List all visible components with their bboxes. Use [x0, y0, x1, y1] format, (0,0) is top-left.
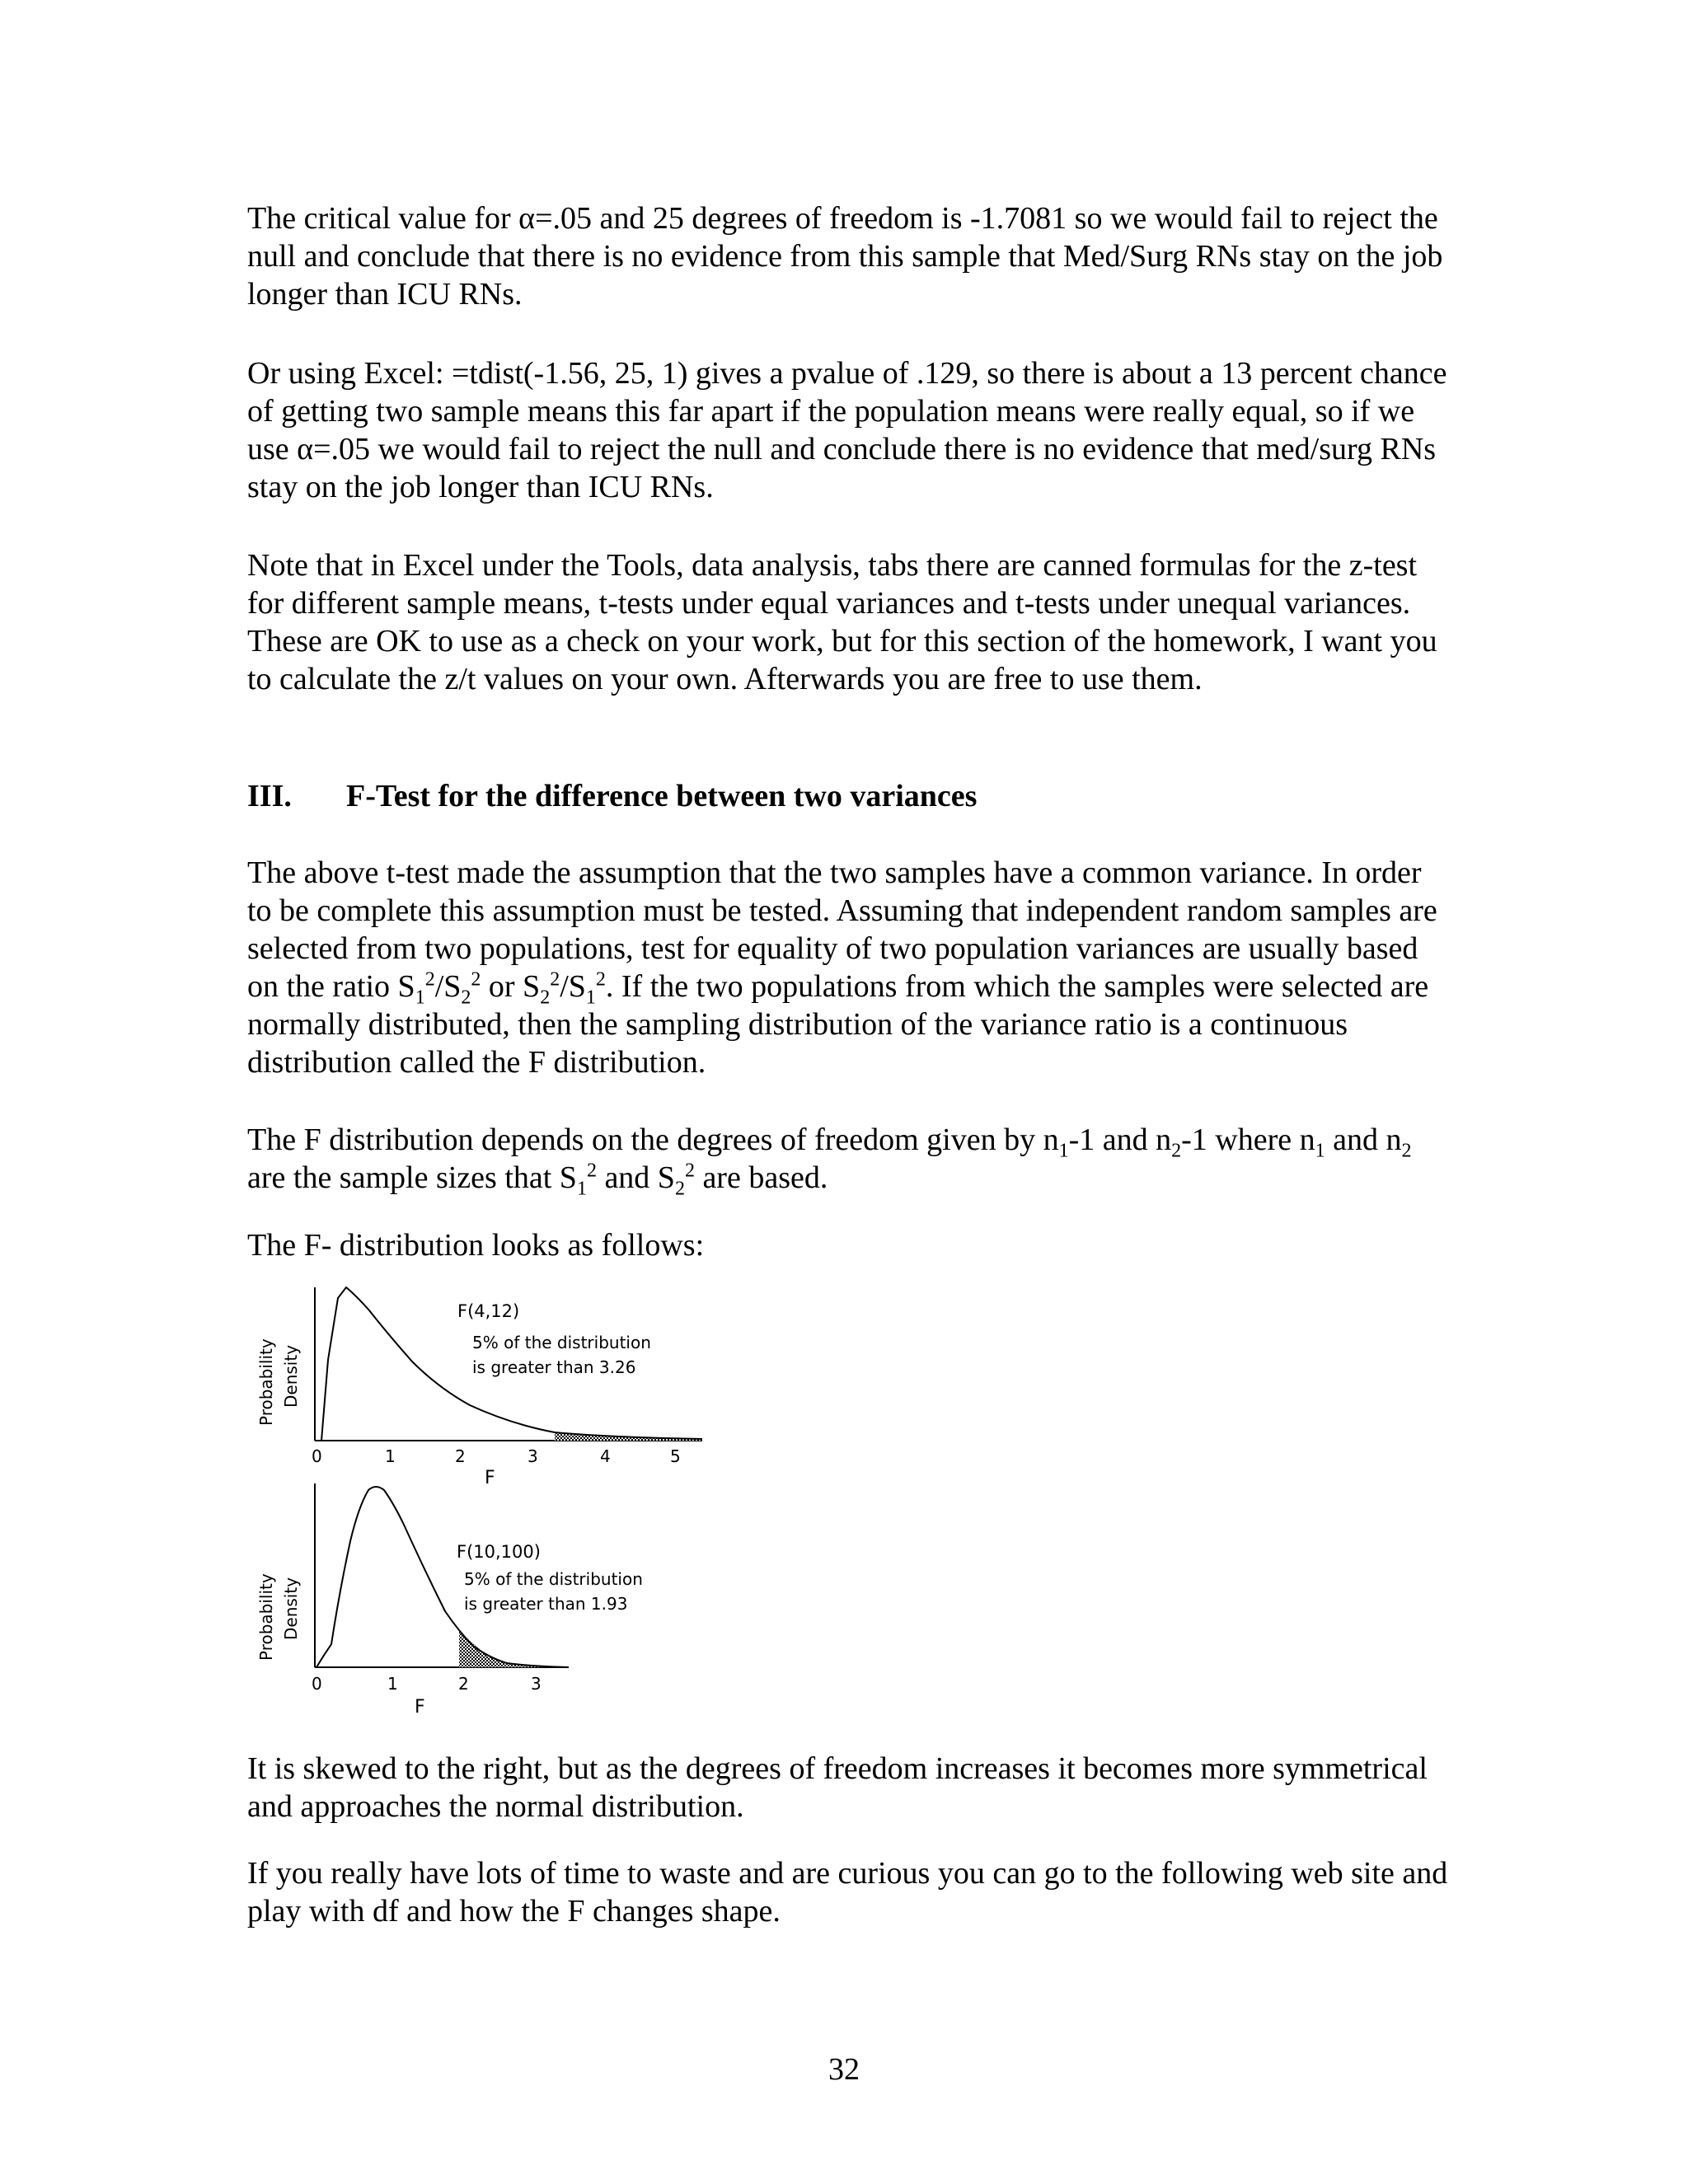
annotation-line-1: 5% of the distribution	[464, 1569, 643, 1589]
paragraph-f-looks-as-follows: The F- distribution looks as follows:	[247, 1228, 705, 1263]
paragraph-f-test-assumption: The above t-test made the assumption that the two samples have a common variance. In order to be complete this assumption must be tested. Assuming that independent random samples are selected from two populations, test for equality of two population variances are usually based on the ratio $S_1^2/S_2^2$ or $S_2^2/S_1^2$. If the two populations from which the samples were selected are normally distributed, then the sampling distribution of the variance ratio is a continuous distribution called the F distribution.	[247, 855, 1437, 1080]
paragraph-critical-value: The critical value for α=.05 and 25 degrees of freedom is -1.7081 so we would fail to reject the null and conclude that there is no evidence from this sample that Med/Surg RNs stay on the job longer than ICU RNs.	[247, 201, 1443, 312]
f-distribution-figure	[247, 1277, 725, 1722]
chart-title: F(4,12)	[457, 1301, 520, 1321]
paragraph-excel-tdist: Or using Excel: =tdist(-1.56, 25, 1) gives a pvalue of .129, so there is about a 13 percent chance of getting two sample means this far apart if the population means were really equal, so if we use α=.05 we would fail to reject the null and conclude there is no evidence that med/surg RNs stay on the job longer than ICU RNs.	[247, 356, 1447, 504]
tick-label-5: 5	[670, 1446, 681, 1466]
tick-label-3: 3	[531, 1674, 542, 1694]
chart-title: F(10,100)	[457, 1542, 541, 1562]
section-heading	[247, 777, 977, 815]
tick-label-1: 1	[387, 1674, 398, 1694]
section-number: III.	[247, 779, 292, 813]
annotation-line-2: is greater than 1.93	[464, 1594, 628, 1614]
paragraph-excel-tools-note: Note that in Excel under the Tools, data analysis, tabs there are canned formulas for the z-test for different sample means, t-tests under equal variances and t-tests under unequal variances. These are OK to use as a check on your work, but for this section of the homework, I want you to calculate the z/t values on your own. Afterwards you are free to use them.	[247, 548, 1437, 696]
paragraph-skewed-right: It is skewed to the right, but as the degrees of freedom increases it becomes more symmetrical and approaches the normal distribution.	[247, 1751, 1428, 1824]
ylabel-density: Density	[281, 1344, 301, 1408]
tick-label-2: 2	[458, 1674, 469, 1694]
chart-f-4-12	[256, 1287, 702, 1488]
tick-label-3: 3	[528, 1446, 538, 1466]
tick-label-0: 0	[312, 1674, 322, 1694]
paragraph-f-degrees-of-freedom: The F distribution depends on the degrees of freedom given by $n_1-1$ and $n_2-1$ where $n_1$ and $n_2$ are the sample sizes that $S_1^2$ and $S_2^2$ are based.	[247, 1122, 1412, 1200]
ylabel-probability: Probability	[256, 1573, 276, 1661]
ylabel-density: Density	[281, 1577, 301, 1640]
tick-label-1: 1	[385, 1446, 396, 1466]
annotation-line-1: 5% of the distribution	[472, 1333, 651, 1352]
x-axis-label: F	[485, 1468, 495, 1488]
tick-label-0: 0	[312, 1446, 322, 1466]
chart-f-10-100	[256, 1483, 643, 1718]
tick-label-4: 4	[600, 1446, 611, 1466]
annotation-line-2: is greater than 3.26	[472, 1357, 636, 1377]
page-number: 32	[828, 2052, 860, 2087]
section-title: F-Test for the difference between two variances	[346, 779, 978, 813]
tick-label-2: 2	[455, 1446, 466, 1466]
paragraph-web-site: If you really have lots of time to waste and are curious you can go to the following web site and play with df and how the F changes shape.	[247, 1856, 1448, 1929]
ylabel-probability: Probability	[256, 1338, 276, 1426]
x-axis-label: F	[415, 1697, 425, 1718]
